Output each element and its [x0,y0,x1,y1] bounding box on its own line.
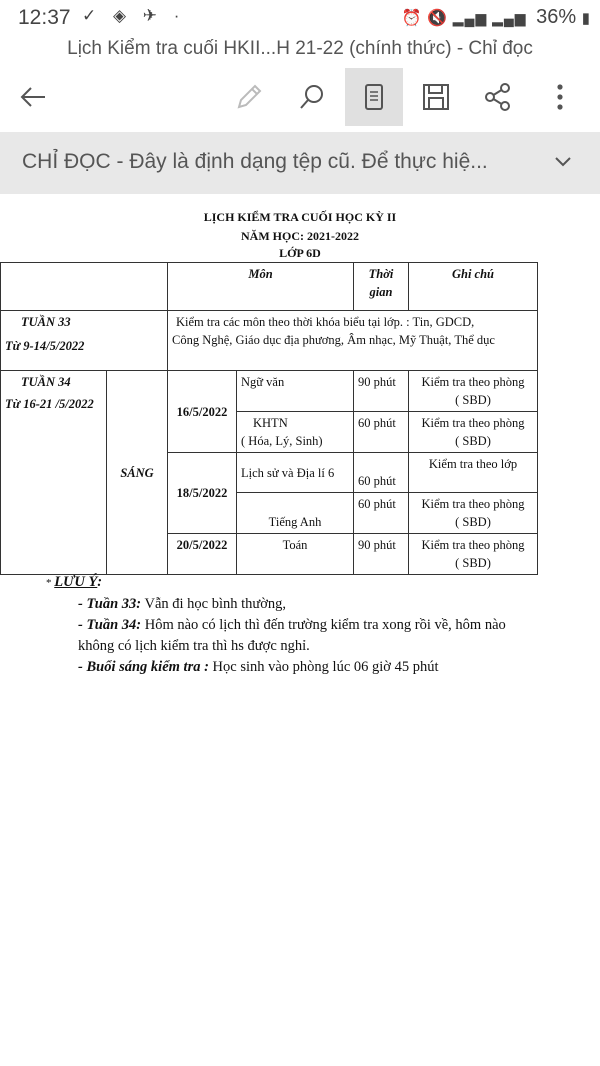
week33-description: Kiểm tra các môn theo thời khóa biểu tại lớp. : Tin, GDCD, Công Nghệ, Giáo dục địa phương, Âm nhạc, Mỹ Thuật, Thể dục [168,311,538,371]
battery-icon: ▮ [581,10,590,27]
status-bar [0,0,600,36]
subject-cell: Lịch sử và Địa lí 6 [237,453,354,493]
reading-mode-icon [361,82,387,112]
signal-icon: ▂▄▆ ▂▄▆ [452,10,527,26]
more-options-button[interactable] [531,68,589,126]
save-icon [421,82,451,112]
chevron-down-icon[interactable] [552,150,574,172]
date-cell: 20/5/2022 [168,534,237,575]
note-item: - Tuần 33: Vẫn đi học bình thường, [78,596,287,612]
subject-cell: KHTN ( Hóa, Lý, Sinh) [237,412,354,453]
window-title: Lịch Kiểm tra cuối HKII...H 21-22 (chính thức) - Chỉ đọc [67,38,533,59]
header-subject: Môn [168,263,354,311]
status-time: 12:37 [18,6,71,29]
week34-label: TUẦN 34 Từ 16-21 /5/2022 [1,371,107,575]
note-cell: Kiểm tra theo phòng ( SBD) [409,371,538,412]
back-button[interactable] [4,68,62,126]
note-item-cont: không có lịch kiểm tra thì hs được nghỉ. [78,638,310,654]
read-only-banner[interactable] [0,132,600,194]
notes-heading: * LƯU Ý: [46,574,103,590]
note-cell: Kiểm tra theo phòng ( SBD) [409,412,538,453]
table-row [1,371,538,412]
mute-icon: 🔇 [427,10,448,27]
subject-cell: Ngữ văn [237,371,354,412]
back-arrow-icon [18,82,48,112]
toolbar [0,68,600,128]
alarm-icon: ⏰ [401,10,422,27]
time-cell: 90 phút [354,371,409,412]
date-cell: 18/5/2022 [168,453,237,534]
note-item: - Tuần 34: Hôm nào có lịch thì đến trường kiểm tra xong rồi về, hôm nào [78,617,506,633]
search-button[interactable] [283,68,341,126]
time-cell: 60 phút [354,412,409,453]
header-empty [1,263,168,311]
table-header-row [1,263,538,311]
subject-cell: Toán [237,534,354,575]
banner-text: CHỈ ĐỌC - Đây là định dạng tệp cũ. Để thực hiệ... [22,150,488,173]
date-cell: 16/5/2022 [168,371,237,453]
reading-mode-button[interactable] [345,68,403,126]
search-icon [297,82,327,112]
time-cell: 90 phút [354,534,409,575]
note-cell: Kiểm tra theo phòng ( SBD) [409,493,538,534]
doc-title-line3: LỚP 6D [279,246,321,260]
save-button[interactable] [407,68,465,126]
time-cell: 60 phút [354,453,409,493]
header-note: Ghi chú [409,263,538,311]
share-button[interactable] [469,68,527,126]
doc-title-line1: LỊCH KIỂM TRA CUỐI HỌC KỲ II [203,210,397,224]
note-cell: Kiểm tra theo phòng ( SBD) [409,534,538,575]
week33-label: TUẦN 33 Từ 9-14/5/2022 [1,311,168,371]
notes-section [46,572,506,678]
pencil-icon [234,82,264,112]
session-label: SÁNG [107,371,168,575]
status-right [402,6,590,29]
time-cell: 60 phút [354,493,409,534]
week33-row [1,311,538,371]
note-item: - Buổi sáng kiểm tra : Học sinh vào phòng lúc 06 giờ 45 phút [78,659,439,675]
schedule-table [0,262,538,575]
doc-title-line2: NĂM HỌC: 2021-2022 [241,229,359,243]
header-time: Thời gian [354,263,409,311]
note-cell: Kiểm tra theo lớp [409,453,538,493]
edit-button[interactable] [220,68,278,126]
battery-percent: 36% [536,6,577,28]
more-vert-icon [555,82,565,112]
status-notification-icons: ✓ ◈ ✈ · [82,6,186,25]
share-icon [483,82,513,112]
subject-cell: Tiếng Anh [237,493,354,534]
